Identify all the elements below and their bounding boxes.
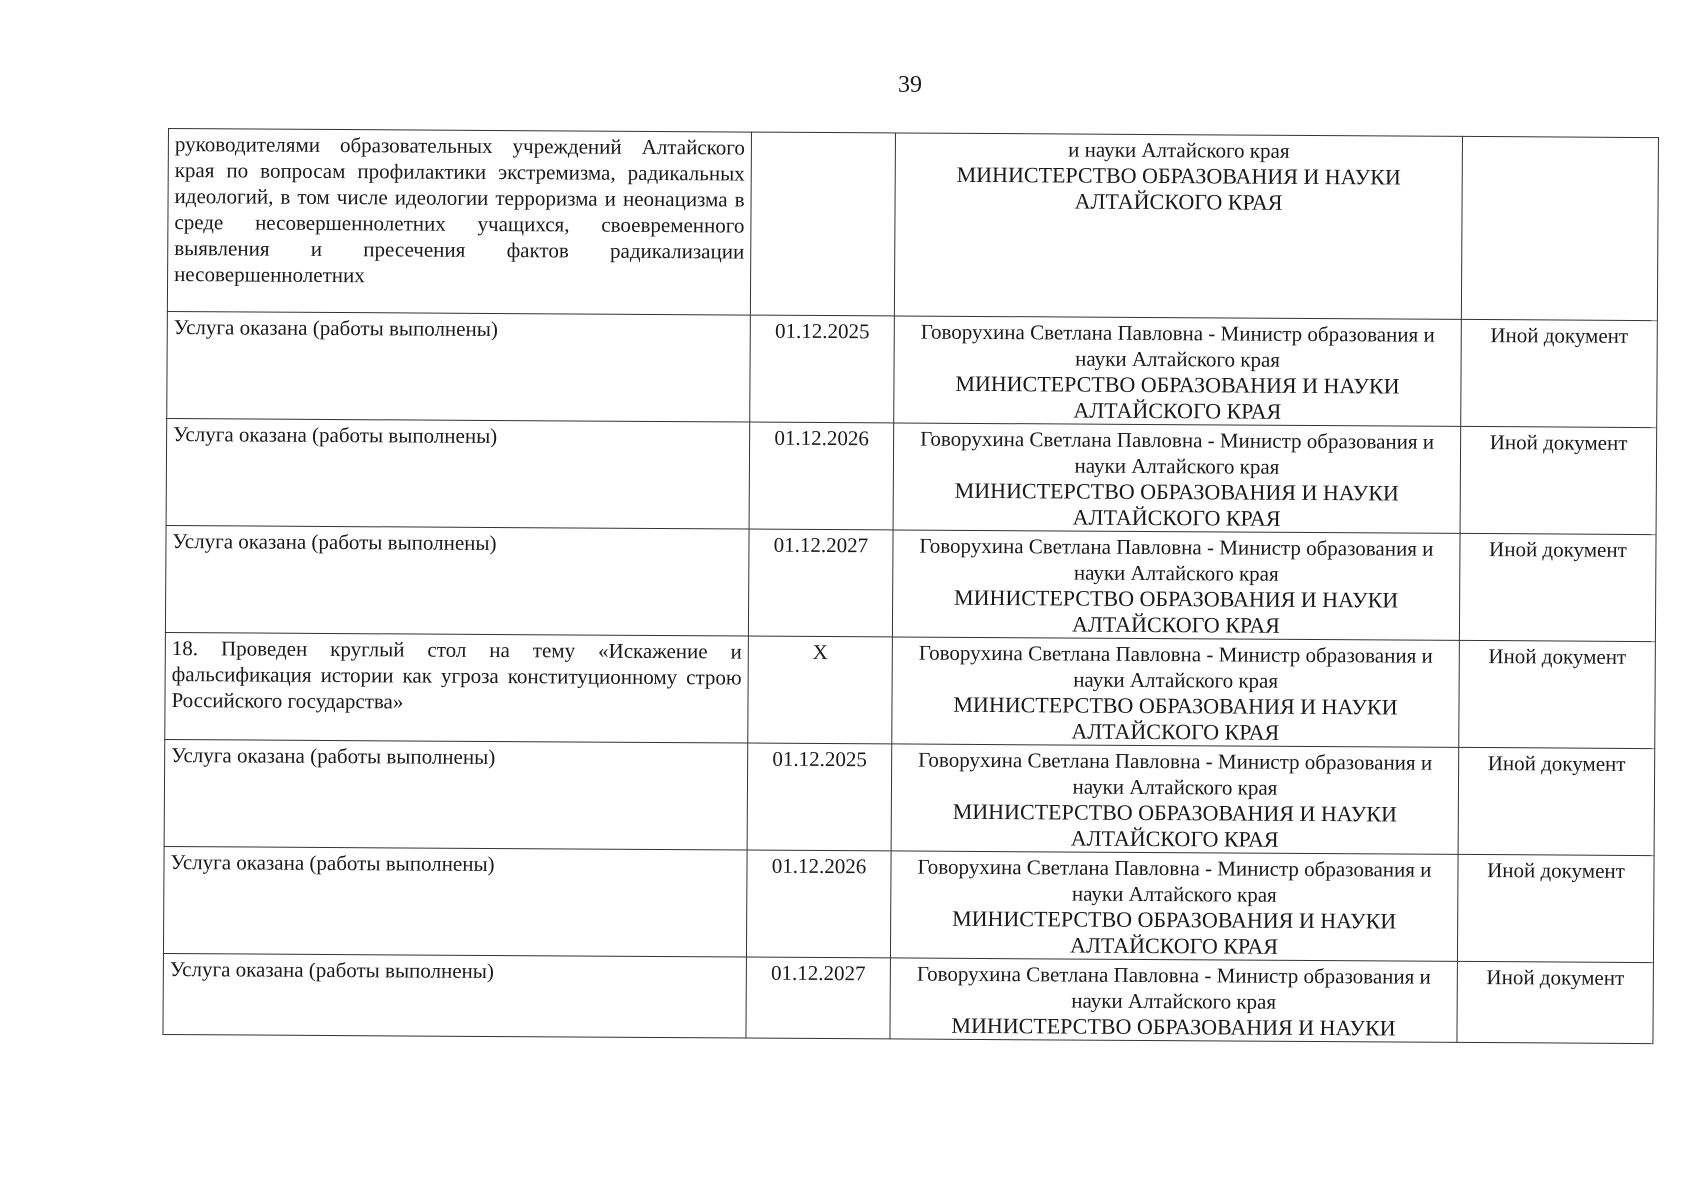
responsible-person: Говорухина Светлана Павловна - Министр образования и науки Алтайского края — [918, 640, 1433, 693]
table-row — [165, 632, 1656, 748]
description-cell: Услуга оказана (работы выполнены) — [165, 525, 749, 636]
responsible-organization: МИНИСТЕРСТВО ОБРАЗОВАНИЯ И НАУКИ АЛТАЙСКОГО КРАЯ — [952, 905, 1397, 959]
responsible-organization: МИНИСТЕРСТВО ОБРАЗОВАНИЯ И НАУКИ — [951, 1012, 1396, 1041]
document-cell: Иной документ — [1458, 747, 1655, 855]
document-cell: Иной документ — [1457, 854, 1654, 962]
document-cell: Иной документ — [1461, 319, 1658, 427]
responsible-person: и науки Алтайского края — [1068, 137, 1290, 163]
responsible-organization: МИНИСТЕРСТВО ОБРАЗОВАНИЯ И НАУКИ АЛТАЙСКОГО КРАЯ — [955, 370, 1400, 424]
document-cell: Иной документ — [1459, 640, 1656, 748]
table-row — [165, 525, 1656, 641]
responsible-cell — [894, 316, 1462, 426]
responsible-organization: МИНИСТЕРСТВО ОБРАЗОВАНИЯ И НАУКИ АЛТАЙСКОГО КРАЯ — [953, 584, 1399, 638]
responsible-organization: МИНИСТЕРСТВО ОБРАЗОВАНИЯ И НАУКИ АЛТАЙСКОГО КРАЯ — [956, 161, 1401, 215]
responsible-cell — [890, 958, 1457, 1042]
table-row — [163, 846, 1654, 962]
table-row — [164, 739, 1655, 855]
document-cell — [1461, 136, 1658, 320]
responsible-person: Говорухина Светлана Павловна - Министр образования и науки Алтайского края — [917, 854, 1432, 907]
date-cell: 01.12.2026 — [749, 422, 894, 530]
table-row — [167, 129, 1658, 321]
responsible-person: Говорухина Светлана Павловна - Министр образования и науки Алтайского края — [920, 426, 1435, 479]
document-cell: Иной документ — [1459, 533, 1656, 641]
description-cell: 18. Проведен круглый стол на тему «Искажение и фальсификация истории как угроза конституционному строю Российского государства» — [165, 632, 749, 743]
responsible-cell — [894, 133, 1462, 319]
responsible-organization: МИНИСТЕРСТВО ОБРАЗОВАНИЯ И НАУКИ АЛТАЙСКОГО КРАЯ — [954, 477, 1399, 531]
responsible-person: Говорухина Светлана Павловна - Министр образования и науки Алтайского края — [916, 961, 1431, 1014]
date-cell: 01.12.2026 — [746, 850, 891, 958]
description-cell: Услуга оказана (работы выполнены) — [164, 739, 748, 850]
date-cell: 01.12.2027 — [746, 957, 890, 1039]
responsible-person: Говорухина Светлана Павловна - Министр образования и науки Алтайского края — [920, 319, 1435, 372]
date-cell: 01.12.2025 — [750, 315, 895, 423]
description-cell: Услуга оказана (работы выполнены) — [163, 846, 747, 957]
date-cell: 01.12.2025 — [747, 743, 892, 851]
date-cell — [750, 132, 895, 316]
description-cell: Услуга оказана (работы выполнены) — [163, 953, 746, 1038]
date-cell: X — [748, 636, 893, 744]
page-number: 39 — [898, 72, 922, 98]
responsible-cell — [891, 744, 1459, 854]
responsible-organization: МИНИСТЕРСТВО ОБРАЗОВАНИЯ И НАУКИ АЛТАЙСКОГО КРАЯ — [952, 798, 1397, 852]
responsible-cell — [890, 851, 1458, 961]
responsible-cell — [893, 423, 1461, 533]
responsible-person: Говорухина Светлана Павловна - Министр образования и науки Алтайского края — [919, 533, 1434, 586]
table-row — [167, 311, 1658, 427]
responsible-cell — [892, 530, 1460, 640]
responsible-organization: МИНИСТЕРСТВО ОБРАЗОВАНИЯ И НАУКИ АЛТАЙСКОГО КРАЯ — [953, 691, 1398, 745]
description-cell: руководителями образовательных учреждений Алтайского края по вопросам профилактики экстремизма, радикальных идеологий, в том числе идеологии терроризма и неонацизма в среде несовершеннолетних учащихся, своевременного выявления и пресечения фактов радикализации несовершеннолетних — [167, 129, 751, 316]
document-cell: Иной документ — [1457, 961, 1653, 1043]
activity-table — [162, 128, 1659, 1044]
document-cell: Иной документ — [1460, 426, 1657, 534]
table-row — [163, 953, 1653, 1043]
responsible-cell — [892, 637, 1460, 747]
responsible-person: Говорухина Светлана Павловна - Министр образования и науки Алтайского края — [918, 747, 1433, 800]
table-row — [166, 418, 1657, 534]
date-cell: 01.12.2027 — [748, 529, 893, 637]
description-cell: Услуга оказана (работы выполнены) — [166, 418, 750, 529]
description-cell: Услуга оказана (работы выполнены) — [167, 311, 751, 422]
